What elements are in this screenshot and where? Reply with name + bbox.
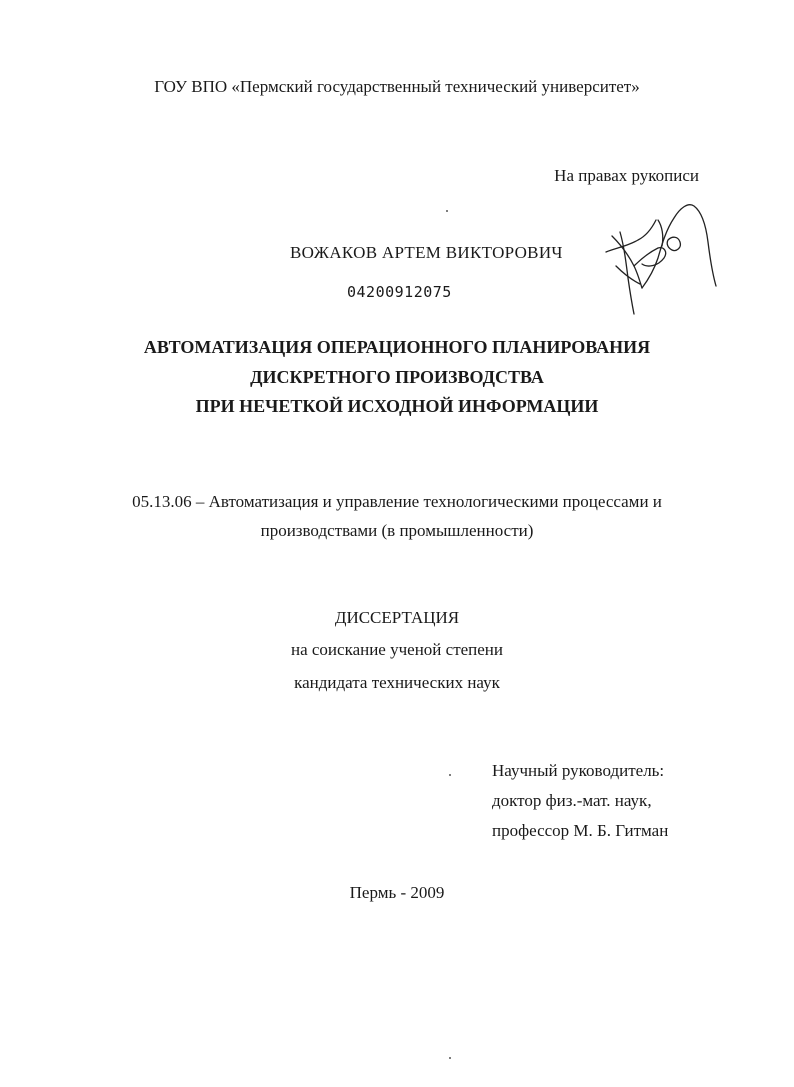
advisor-label: Научный руководитель:: [492, 761, 665, 780]
advisor-degree: доктор физ.-мат. наук,: [492, 791, 652, 810]
city-year: Пермь - 2009: [349, 883, 445, 902]
degree-purpose-line-2: кандидата технических наук: [294, 673, 500, 692]
specialty-line-1: 05.13.06 – Автоматизация и управление технологическими процессами и: [132, 492, 662, 511]
institution-name: ГОУ ВПО «Пермский государственный технический университет»: [154, 77, 640, 96]
author-name: ВОЖАКОВ АРТЕМ ВИКТОРОВИЧ: [290, 243, 563, 262]
document-type: ДИССЕРТАЦИЯ: [334, 608, 460, 627]
dissertation-title-line-3: ПРИ НЕЧЕТКОЙ ИСХОДНОЙ ИНФОРМАЦИИ: [195, 396, 599, 416]
scan-speck: [449, 774, 451, 776]
registration-number: 04200912075: [347, 283, 452, 301]
signature-image: [598, 196, 728, 320]
advisor-name: профессор М. Б. Гитман: [492, 821, 669, 840]
scan-speck: [446, 210, 448, 212]
specialty-line-2: производствами (в промышленности): [260, 521, 534, 540]
degree-purpose-line-1: на соискание ученой степени: [290, 640, 504, 659]
dissertation-title-line-1: АВТОМАТИЗАЦИЯ ОПЕРАЦИОННОГО ПЛАНИРОВАНИЯ: [143, 337, 651, 357]
scan-speck: [449, 1057, 451, 1059]
dissertation-title-line-2: ДИСКРЕТНОГО ПРОИЗВОДСТВА: [250, 367, 544, 387]
manuscript-note: На правах рукописи: [554, 166, 699, 185]
